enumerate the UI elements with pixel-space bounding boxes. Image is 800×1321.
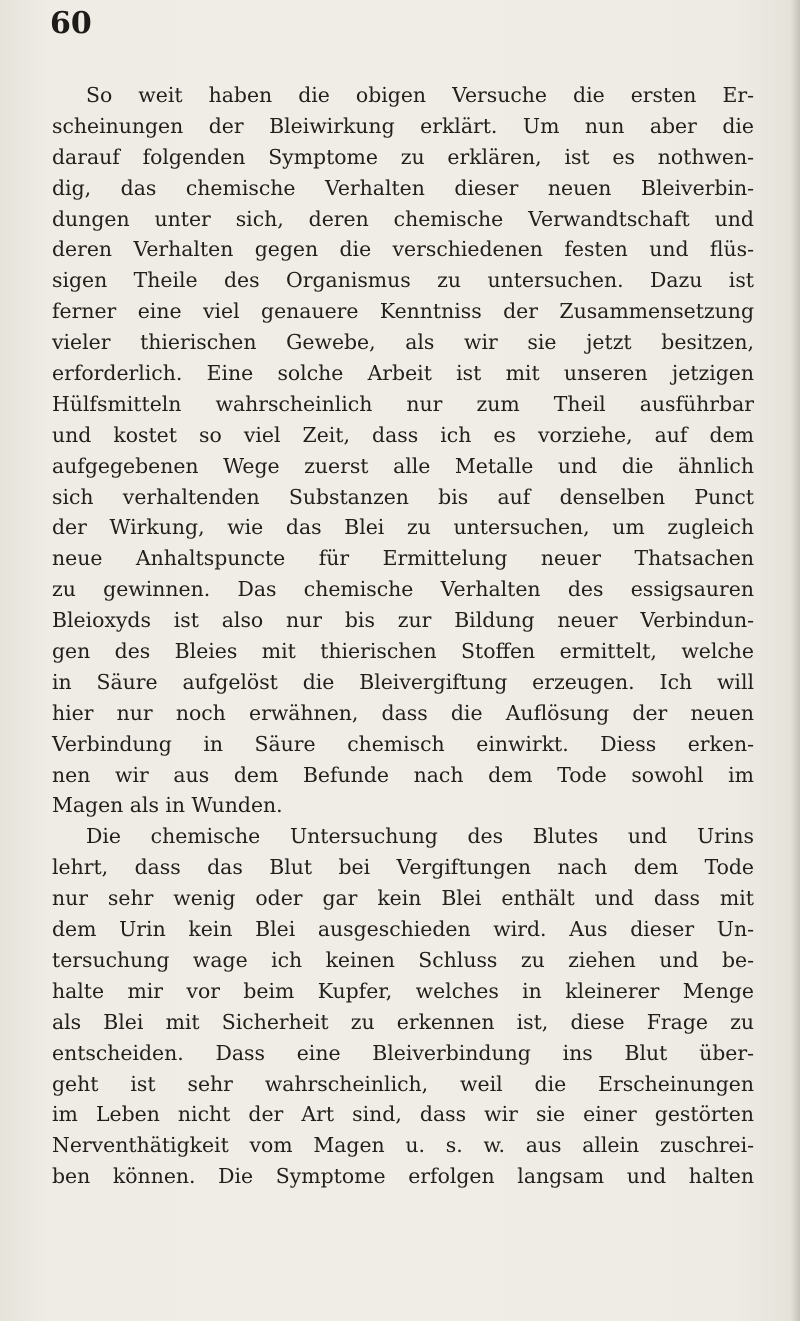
- page-edge-shadow: [790, 0, 800, 1321]
- text-line: Bleioxyds ist also nur bis zur Bildung neuer Verbindun-: [52, 608, 754, 633]
- text-line: Die chemische Untersuchung des Blutes und Urins: [86, 824, 754, 849]
- text-line: nur sehr wenig oder gar kein Blei enthält und dass mit: [52, 886, 754, 911]
- text-line: ferner eine viel genauere Kenntniss der Zusammensetzung: [52, 299, 754, 324]
- text-line: ben können. Die Symptome erfolgen langsam und halten: [52, 1164, 754, 1189]
- text-line: geht ist sehr wahrscheinlich, weil die Erscheinungen: [52, 1071, 754, 1096]
- text-line: und kostet so viel Zeit, dass ich es vorziehe, auf dem: [52, 422, 754, 447]
- page-number: 60: [50, 6, 92, 41]
- text-line: nen wir aus dem Befunde nach dem Tode sowohl im: [52, 762, 754, 787]
- text-line: sigen Theile des Organismus zu untersuchen. Dazu ist: [52, 268, 754, 293]
- text-line: Verbindung in Säure chemisch einwirkt. Diess erken-: [52, 731, 754, 756]
- text-line: Hülfsmitteln wahrscheinlich nur zum Theil ausführbar: [52, 391, 754, 416]
- text-line: vieler thierischen Gewebe, als wir sie jetzt besitzen,: [52, 330, 754, 355]
- text-line: sich verhaltenden Substanzen bis auf denselben Punct: [52, 484, 754, 509]
- body-text: [52, 80, 754, 1192]
- text-line: dungen unter sich, deren chemische Verwandtschaft und: [52, 206, 754, 231]
- text-line: Magen als in Wunden.: [52, 793, 283, 818]
- text-line: gen des Bleies mit thierischen Stoffen ermittelt, welche: [52, 639, 754, 664]
- text-line: Nerventhätigkeit vom Magen u. s. w. aus allein zuschrei-: [52, 1133, 754, 1158]
- text-line: darauf folgenden Symptome zu erklären, ist es nothwen-: [52, 144, 754, 169]
- text-line: hier nur noch erwähnen, dass die Auflösung der neuen: [52, 700, 754, 725]
- text-line: So weit haben die obigen Versuche die ersten Er-: [86, 83, 754, 107]
- text-line: erforderlich. Eine solche Arbeit ist mit unseren jetzigen: [52, 361, 754, 386]
- text-line: scheinungen der Bleiwirkung erklärt. Um nun aber die: [52, 113, 754, 138]
- text-line: dem Urin kein Blei ausgeschieden wird. Aus dieser Un-: [52, 917, 754, 942]
- text-line: zu gewinnen. Das chemische Verhalten des essigsauren: [52, 577, 754, 602]
- text-line: halte mir vor beim Kupfer, welches in kleinerer Menge: [52, 978, 754, 1003]
- text-line: als Blei mit Sicherheit zu erkennen ist, diese Frage zu: [52, 1009, 754, 1034]
- text-line: aufgegebenen Wege zuerst alle Metalle und die ähnlich: [52, 453, 754, 478]
- text-line: in Säure aufgelöst die Bleivergiftung erzeugen. Ich will: [52, 669, 754, 694]
- text-line: entscheiden. Dass eine Bleiverbindung ins Blut über-: [52, 1040, 754, 1065]
- text-line: der Wirkung, wie das Blei zu untersuchen, um zugleich: [52, 515, 754, 540]
- text-line: neue Anhaltspuncte für Ermittelung neuer Thatsachen: [52, 546, 754, 571]
- text-line: deren Verhalten gegen die verschiedenen festen und flüs-: [52, 237, 754, 262]
- text-line: tersuchung wage ich keinen Schluss zu ziehen und be-: [52, 947, 754, 972]
- text-line: dig, das chemische Verhalten dieser neuen Bleiverbin-: [52, 175, 754, 200]
- text-line: im Leben nicht der Art sind, dass wir sie einer gestörten: [52, 1102, 754, 1127]
- text-line: lehrt, dass das Blut bei Vergiftungen nach dem Tode: [52, 855, 754, 880]
